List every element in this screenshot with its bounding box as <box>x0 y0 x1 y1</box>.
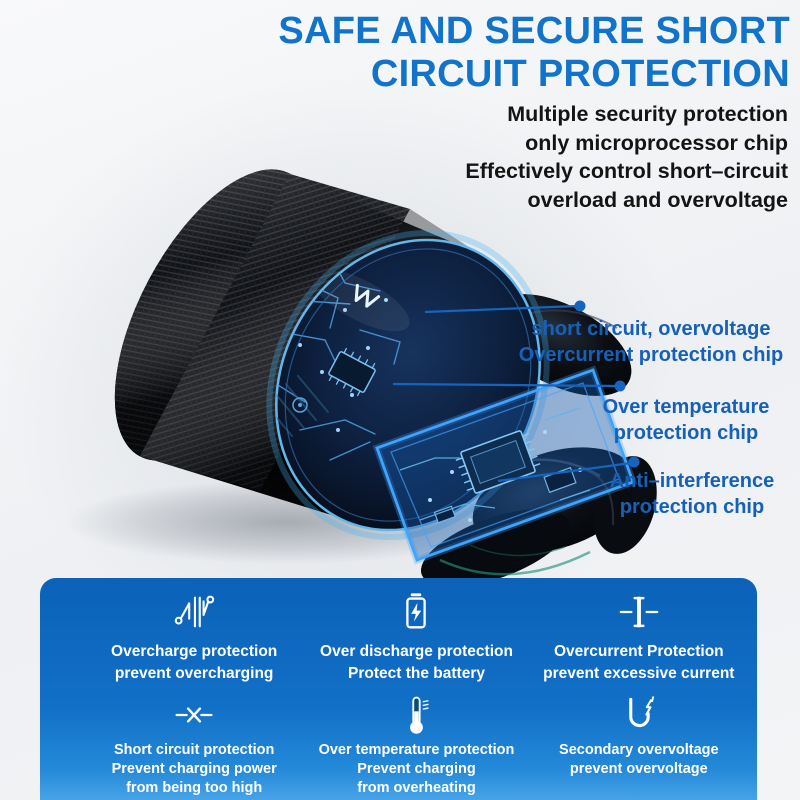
subtitle-line1: Multiple security protection <box>507 102 788 126</box>
battery-bolt-icon <box>393 587 439 635</box>
feature-over-discharge-protection <box>308 587 524 686</box>
feature-1-line2: prevent overcharging <box>114 665 274 683</box>
feature-4-line2: Prevent charging power <box>111 761 277 778</box>
feature-5-line3: from overheating <box>357 779 476 796</box>
subtitle-line2: only microprocessor chip <box>525 130 788 155</box>
callout-2-line1: Over temperature <box>602 396 770 418</box>
short-circuit-icon <box>172 693 216 737</box>
leader-dot-1 <box>575 301 586 312</box>
feature-secondary-overvoltage <box>531 693 747 798</box>
feature-4-line3: from being too high <box>126 779 263 796</box>
callout-overcurrent-chip <box>510 316 792 369</box>
callout-anti-interference-chip <box>560 468 800 521</box>
callout-over-temperature-chip <box>556 394 800 447</box>
callout-3-line1: Anti–interference <box>609 470 775 492</box>
open-switch-icon <box>171 587 217 635</box>
feature-6-line1: Secondary overvoltage <box>559 742 719 759</box>
subtitle-line3: Effectively control short–circuit <box>465 159 788 184</box>
page-title-line1: SAFE AND SECURE SHORT <box>278 10 790 52</box>
feature-3-line1: Overcurrent Protection <box>553 643 724 660</box>
leader-dot-3 <box>629 457 640 468</box>
feature-overcharge-protection <box>86 587 302 686</box>
feature-5-line2: Prevent charging <box>357 761 476 778</box>
callout-1-line1: short circuit, overvoltage <box>531 318 771 340</box>
feature-overcurrent-protection <box>531 587 747 686</box>
callout-3-line2: protection chip <box>619 496 765 519</box>
thermometer-icon <box>394 693 438 737</box>
page-title <box>278 10 790 95</box>
feature-short-circuit-protection <box>86 693 302 798</box>
feature-2-line1: Over discharge protection <box>320 643 513 660</box>
callout-2-line2: protection chip <box>613 422 759 445</box>
fuse-icon <box>616 587 662 635</box>
page-subtitle <box>465 100 788 214</box>
subtitle-line4: overload and overvoltage <box>527 187 788 212</box>
features-panel <box>40 578 757 800</box>
callout-1-line2: Overcurrent protection chip <box>518 344 784 367</box>
leader-dot-2 <box>615 381 626 392</box>
feature-4-line1: Short circuit protection <box>114 742 275 759</box>
feature-3-line2: prevent excessive current <box>543 665 735 683</box>
feature-1-line1: Overcharge protection <box>111 643 278 660</box>
hook-bolt-icon <box>617 693 661 737</box>
page-title-line2: CIRCUIT PROTECTION <box>370 52 790 95</box>
feature-over-temperature-protection <box>308 693 524 798</box>
feature-6-line2: prevent overvoltage <box>569 761 708 778</box>
feature-5-line1: Over temperature protection <box>318 742 515 759</box>
feature-2-line2: Protect the battery <box>348 665 485 683</box>
